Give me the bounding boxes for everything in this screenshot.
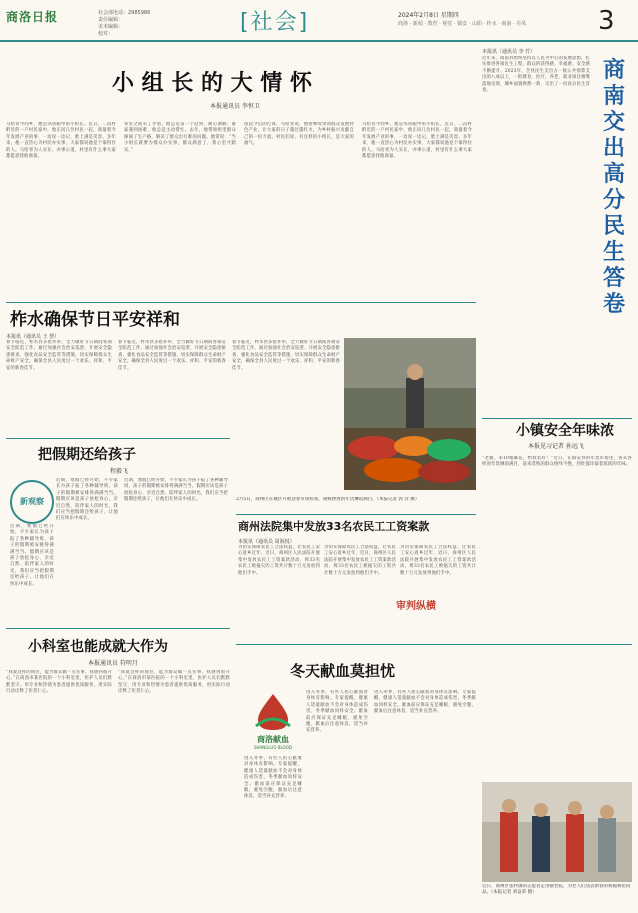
article-6-body-3: 为切实保障农民工合法权益，让农民工安心返乡过年，近日，商州区人民法院开展集中发放农民工工资案款活动，将33名农民工被拖欠的工资共计数十万元发放到他们手中。 bbox=[400, 545, 476, 576]
article-7-byline: 本报通讯员 符明月 bbox=[88, 660, 138, 667]
article-1-col-3: 谈起今后的打算，马哈青说，他将继续带领群众发展特色产业，让大家的日子越过越红火，为乡村振兴贡献自己的一份力量。村民们说，有这样的小组长，是大家的福气。 bbox=[244, 122, 354, 147]
article-2-byline: 本报讯（通讯员 李 竹） bbox=[482, 49, 536, 55]
article-3-body-2: 春节临近，柞水县多措并举，全力做好节日期间各项安全防范工作，通过加强社会治安巡逻、开展安全隐患排查、强化食品安全监管等措施，切实保障群众生命财产安全，确保全县人民度过一个欢乐、祥和、平安的新春佳节。 bbox=[118, 340, 226, 371]
blood-drop-icon bbox=[244, 690, 302, 730]
article-1-col-2: 邻里之间有了矛盾，他总是第一个赶到，耐心调解；谁家遇到困难，他总是主动帮忙。去年，他带领组里群众修通了生产路，解决了群众出行难的问题。他常说：“当小组长就要为群众办实事，群众满意了，我心里才踏实。” bbox=[124, 122, 236, 153]
market-illustration bbox=[344, 338, 476, 490]
trial-column-badge bbox=[390, 600, 442, 630]
article-1-col-1: 马哈青今同乡，他是邻居眼中的小组长。近日，二沟村附近的一户村民家中，他正同几位村民一起，商量着今年发展产业的事，一边说一边记，脸上满是笑容。多年来，他一直热心为村民办实事，大家都说他是个靠得住的人。马哈青为人实在，办事公道，村里有什么事大家都愿意找他商量。 bbox=[6, 122, 116, 160]
article-7-body-2: “我爱这样的岗位，能为群众做一点实事，我感到很开心。”在商洛市某医院的一个小科室里，医护人员们默默坚守，用专业和热情为患者提供优质服务，用实际行动诠释了医者仁心。 bbox=[118, 670, 230, 695]
blood-donation-logo bbox=[244, 690, 302, 750]
article-5-byline: 本报见习记者 孙远飞 bbox=[528, 443, 584, 450]
article-6-body: 为切实保障农民工合法权益，让农民工安心返乡过年，近日，商州区人民法院开展集中发放农民工工资案款活动，将33名农民工被拖欠的工资共计数十万元发放到他们手中。 bbox=[238, 545, 320, 576]
page-number: 3 bbox=[598, 6, 615, 36]
issue-date: 2024年2月8日 星期四 bbox=[398, 12, 459, 19]
article-7-title: 小科室也能成就大作为 bbox=[28, 639, 168, 655]
article-6-body-2: 为切实保障农民工合法权益，让农民工安心返乡过年，近日，商州区人民法院开展集中发放农民工工资案款活动，将33名农民工被拖欠的工资共计数十万元发放到他们手中。 bbox=[324, 545, 396, 576]
volunteers-illustration bbox=[482, 782, 632, 882]
article-2-vertical-title: 商南交出高分民生答卷 bbox=[602, 58, 625, 317]
article-1-col-4: 马哈青今同乡，他是邻居眼中的小组长。近日，二沟村附近的一户村民家中，他正同几位村民一起，商量着今年发展产业的事，一边说一边记，脸上满是笑容。多年来，他一直热心为村民办实事，大家都说他是个靠得住的人。马哈青为人实在，办事公道，村里有什么事大家都愿意找他商量。 bbox=[362, 122, 472, 160]
article-4-title: 把假期还给孩子 bbox=[38, 447, 136, 463]
article-8-title: 冬天献血莫担忧 bbox=[290, 662, 396, 680]
article-5-title: 小镇安全年味浓 bbox=[516, 423, 614, 439]
article-8-body: 进入冬季，有些人担心献血对身体有影响。专家提醒，健康人适量献血不会对身体造成伤害，冬季献血同样安全。献血前应保证充足睡眠，避免空腹，献血后注意休息，适当补充营养。 bbox=[306, 690, 368, 734]
article-4-body-3: 近期，寒假已经开始，不少家长为孩子报了各种辅导班，孩子的假期被安排得满满当当。假期应该是孩子放松身心、亲近自然、陪伴家人的时光，我们应当把假期还给孩子，让他们在快乐中成长。 bbox=[10, 524, 54, 587]
editor-credits: 社会部电话：2985986 责任编辑： 美术编辑： 校对： bbox=[98, 10, 151, 37]
article-1-title: 小 组 长 的 大 情 怀 bbox=[112, 71, 312, 96]
region-tags: 商洛 · 新闻 · 教育 · 视觉 · 镇安 · 山阳 · 柞水 · 商南 · 丹凤 bbox=[398, 21, 527, 27]
market-photo bbox=[344, 338, 476, 490]
volunteers-photo bbox=[482, 782, 632, 882]
divider bbox=[6, 302, 476, 303]
article-4-body-2: 近期，寒假已经开始，不少家长为孩子报了各种辅导班，孩子的假期被安排得满满当当。假期应该是孩子放松身心、亲近自然、陪伴家人的时光，我们应当把假期还给孩子，让他们在快乐中成长。 bbox=[124, 478, 228, 503]
article-3-byline: 本报讯（通讯员 王 慧） bbox=[6, 334, 60, 340]
divider bbox=[6, 438, 230, 439]
masthead-rule bbox=[0, 40, 638, 42]
market-photo-caption: 2月5日，商州区在城区开展迎春市场检查，商贩摆放的年货琳琅满目。（本报记者 郭 洋 摄） bbox=[236, 497, 420, 502]
kicker-label: 审判纵横 bbox=[396, 601, 436, 612]
article-8-body-2: 进入冬季，有些人担心献血对身体有影响。专家提醒，健康人适量献血不会对身体造成伤害，冬季献血同样安全。献血前应保证充足睡眠，避免空腹，献血后注意休息，适当补充营养。 bbox=[244, 756, 302, 800]
article-6-byline: 本报讯（通讯员 周海悦） bbox=[238, 539, 295, 545]
article-4-byline: 程毅飞 bbox=[110, 468, 129, 475]
article-3-title: 柞水确保节日平安祥和 bbox=[10, 310, 180, 330]
article-6-title: 商州法院集中发放33名农民工工资案款 bbox=[238, 520, 430, 533]
article-8-body-3: 进入冬季，有些人担心献血对身体有影响。专家提醒，健康人适量献血不会对身体造成伤害，冬季献血同样安全。献血前应保证充足睡眠，避免空腹，献血后注意休息，适当补充营养。 bbox=[374, 690, 476, 715]
article-7-body: “我爱这样的岗位，能为群众做一点实事，我感到很开心。”在商洛市某医院的一个小科室里，医护人员们默默坚守，用专业和热情为患者提供优质服务，用实际行动诠释了医者仁心。 bbox=[6, 670, 112, 695]
divider bbox=[6, 628, 230, 629]
new-observation-badge bbox=[10, 480, 54, 524]
volunteers-photo-caption: 近日，商州区张村镇的志愿者走进敬老院，为老人们送去新春的祝福和慰问品。（本报记者 刘奋荣 摄） bbox=[482, 884, 631, 896]
article-1-byline: 本报通讯员 李恒卫 bbox=[210, 103, 260, 110]
blood-logo-subtext: SHANGLUO BLOOD bbox=[254, 745, 292, 750]
article-3-body-3: 春节临近，柞水县多措并举，全力做好节日期间各项安全防范工作，通过加强社会治安巡逻、开展安全隐患排查、强化食品安全监管等措施，切实保障群众生命财产安全，确保全县人民度过一个欢乐、祥和、平安的新春佳节。 bbox=[232, 340, 340, 371]
divider bbox=[482, 418, 632, 419]
blood-logo-text: 商洛献血 bbox=[257, 735, 289, 744]
article-3-body: 春节临近，柞水县多措并举，全力做好节日期间各项安全防范工作，通过加强社会治安巡逻、开展安全隐患排查、强化食品安全监管等措施，切实保障群众生命财产安全，确保全县人民度过一个欢乐、祥和、平安的新春佳节。 bbox=[6, 340, 112, 371]
divider bbox=[236, 514, 476, 515]
article-5-body: “老板，来10根麻花，给我装好！”近日，在镇安县的年货市场里，各式各样的年货琳琅满目，前来选购的群众络绎不绝，到处都洋溢着浓浓的年味。 bbox=[482, 456, 632, 468]
newspaper-logo: 商洛日报 bbox=[6, 10, 59, 24]
divider bbox=[236, 644, 632, 645]
kicker-label: 新观察 bbox=[20, 497, 44, 506]
masthead bbox=[0, 0, 638, 44]
article-4-body: 近期，寒假已经开始，不少家长为孩子报了各种辅导班，孩子的假期被安排得满满当当。假期应该是孩子放松身心、亲近自然、陪伴家人的时光，我们应当把假期还给孩子，让他们在快乐中成长。 bbox=[56, 478, 118, 522]
section-title: [社会] bbox=[240, 10, 310, 35]
article-2-body: 近年来，商南县始终坚持以人民为中心的发展思想，扎实推进各项民生工程，群众的获得感、幸福感、安全感不断提升。2023年，全县民生支出占一般公共预算支出的八成以上，一批教育、医疗、养老、就业项目相继落地见效，城乡面貌焕然一新，交出了一份高分民生答卷。 bbox=[482, 56, 590, 94]
